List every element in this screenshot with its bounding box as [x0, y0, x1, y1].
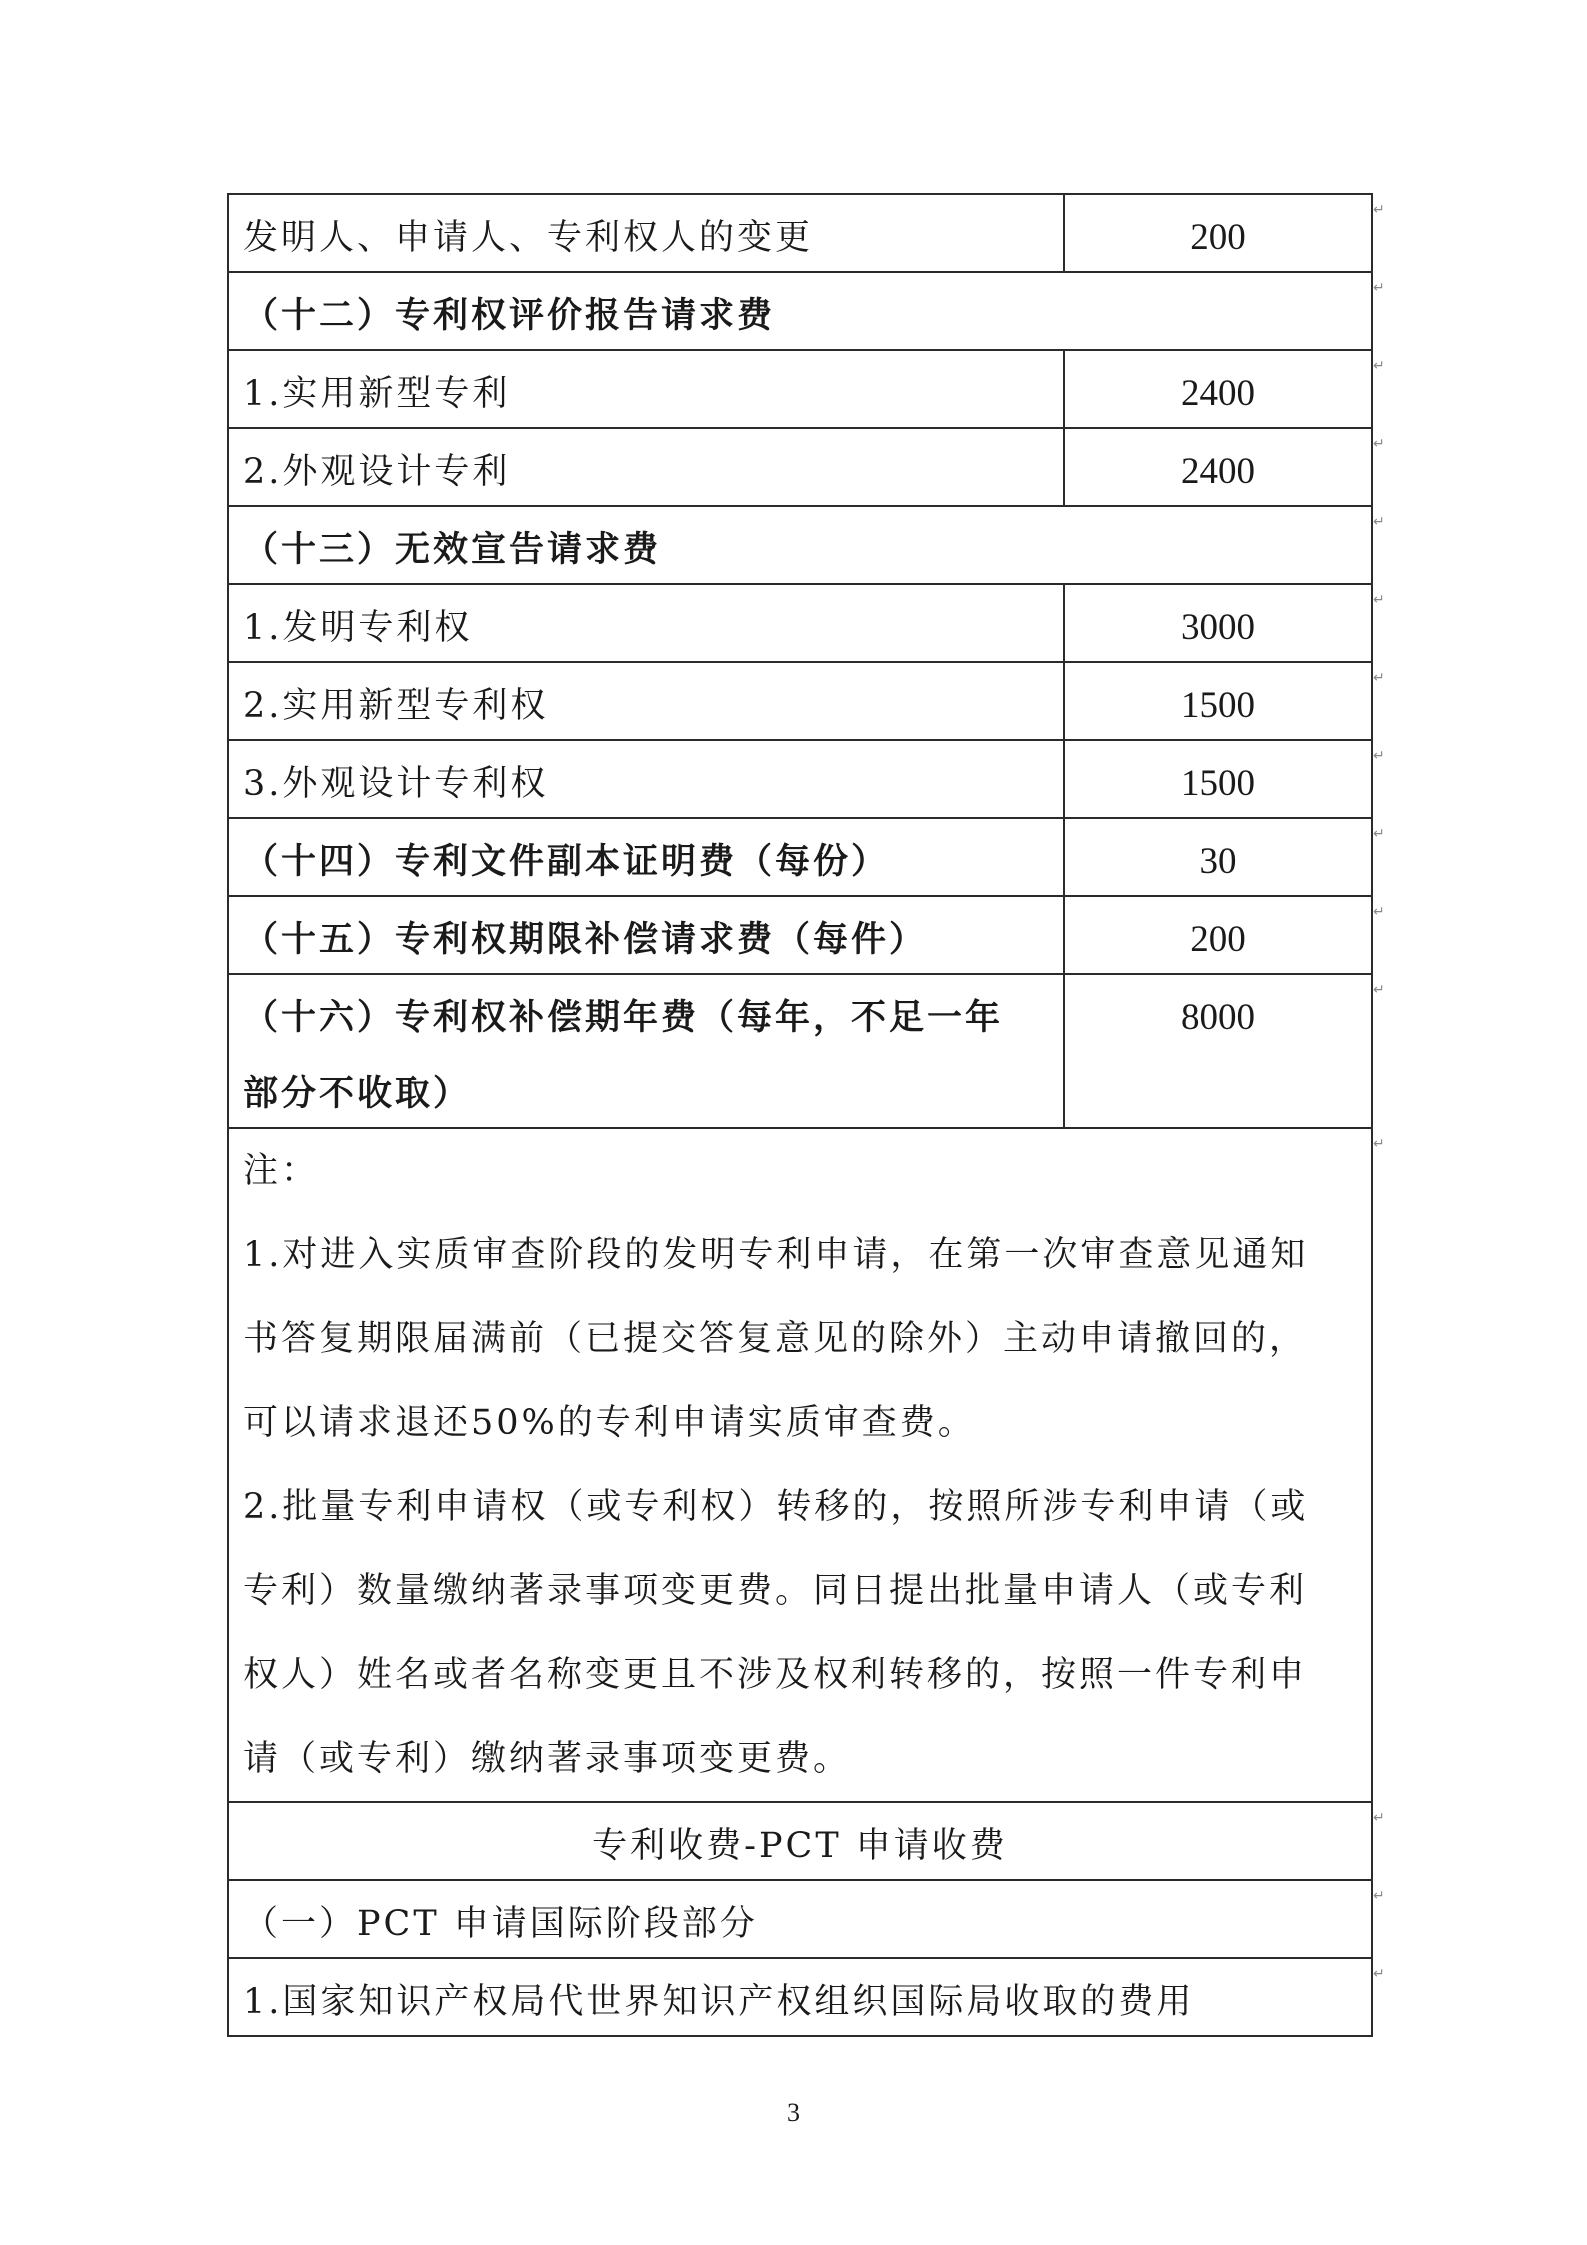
fee-label: （十四）专利文件副本证明费（每份） [228, 818, 1064, 896]
fee-label: 3.外观设计专利权 [228, 740, 1064, 818]
fee-amount: 8000 [1064, 974, 1372, 1128]
row-end-mark: ↵ [1373, 358, 1385, 374]
row-end-mark: ↵ [1373, 826, 1385, 842]
note-line: 请（或专利）缴纳著录事项变更费。 [243, 1739, 852, 1779]
fee-amount: 200 [1064, 194, 1372, 272]
pct-title: 专利收费-PCT 申请收费 [228, 1802, 1372, 1880]
notes-row [228, 1128, 1372, 1802]
row-end-mark: ↵ [1373, 670, 1385, 686]
section-heading: （十三）无效宣告请求费 [228, 506, 1372, 584]
note-line: 1.对进入实质审查阶段的发明专利申请，在第一次审查意见通知 [243, 1235, 1309, 1275]
section-row [228, 272, 1372, 350]
fee-amount: 1500 [1064, 662, 1372, 740]
fee-row [228, 896, 1372, 974]
note-line: 权人）姓名或者名称变更且不涉及权利转移的，按照一件专利申 [243, 1655, 1308, 1695]
section-heading: （十二）专利权评价报告请求费 [228, 272, 1372, 350]
row-end-mark: ↵ [1373, 436, 1385, 452]
fee-row [228, 584, 1372, 662]
row-end-mark: ↵ [1373, 280, 1385, 296]
row-end-mark: ↵ [1373, 904, 1385, 920]
row-end-mark: ↵ [1373, 1810, 1385, 1826]
fee-amount: 3000 [1064, 584, 1372, 662]
fee-table [227, 193, 1373, 2037]
row-end-mark: ↵ [1373, 1966, 1385, 1982]
fee-label: 1.实用新型专利 [228, 350, 1064, 428]
fee-amount: 2400 [1064, 428, 1372, 506]
row-end-mark: ↵ [1373, 982, 1385, 998]
fee-row [228, 428, 1372, 506]
fee-row [228, 818, 1372, 896]
note-line: 可以请求退还50%的专利申请实质审查费。 [243, 1403, 976, 1443]
section-row [228, 506, 1372, 584]
row-end-mark: ↵ [1373, 592, 1385, 608]
fee-row [228, 662, 1372, 740]
fee-row [228, 740, 1372, 818]
fee-row [228, 350, 1372, 428]
fee-amount: 30 [1064, 818, 1372, 896]
fee-label: 1.发明专利权 [228, 584, 1064, 662]
fee-label: 1.国家知识产权局代世界知识产权组织国际局收取的费用 [228, 1958, 1372, 2036]
note-line: 书答复期限届满前（已提交答复意见的除外）主动申请撤回的， [243, 1319, 1308, 1359]
pct-title-row [228, 1802, 1372, 1880]
section-heading: （一）PCT 申请国际阶段部分 [228, 1880, 1372, 1958]
notes-cell [228, 1128, 1372, 1802]
fee-label: （十六）专利权补偿期年费（每年，不足一年 部分不收取） [228, 974, 1064, 1128]
row-end-mark: ↵ [1373, 202, 1385, 218]
fee-amount: 2400 [1064, 350, 1372, 428]
fee-amount: 1500 [1064, 740, 1372, 818]
note-line: 专利）数量缴纳著录事项变更费。同日提出批量申请人（或专利 [243, 1571, 1308, 1611]
fee-label: 2.外观设计专利 [228, 428, 1064, 506]
section-row [228, 1880, 1372, 1958]
row-end-mark: ↵ [1373, 514, 1385, 530]
fee-label: （十五）专利权期限补偿请求费（每件） [228, 896, 1064, 974]
row-end-mark: ↵ [1373, 1888, 1385, 1904]
fee-label: 2.实用新型专利权 [228, 662, 1064, 740]
notes-heading: 注： [243, 1151, 320, 1191]
row-end-mark: ↵ [1373, 1136, 1385, 1152]
page-number: 3 [787, 2098, 800, 2127]
fee-row [228, 194, 1372, 272]
fee-row [228, 1958, 1372, 2036]
fee-row [228, 974, 1372, 1128]
fee-label: 发明人、申请人、专利权人的变更 [228, 194, 1064, 272]
row-end-mark: ↵ [1373, 748, 1385, 764]
note-line: 2.批量专利申请权（或专利权）转移的，按照所涉专利申请（或 [243, 1487, 1309, 1527]
fee-amount: 200 [1064, 896, 1372, 974]
